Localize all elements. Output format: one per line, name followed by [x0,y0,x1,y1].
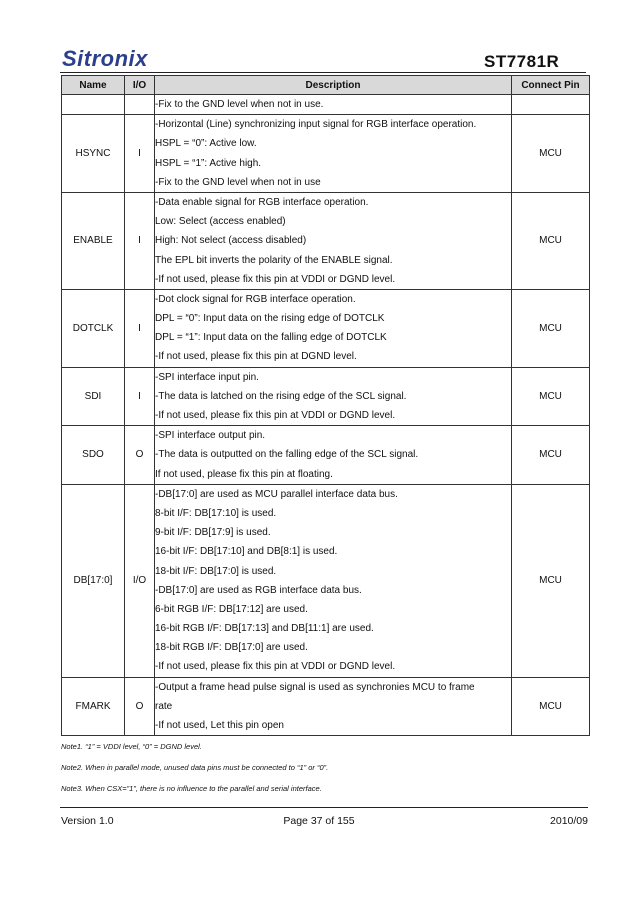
pin-description-cell [155,484,512,677]
note-3: Note3. When CSX=”1”, there is no influence to the parallel and serial interface. [61,784,322,793]
footer-date: 2010/09 [550,815,588,827]
connect-pin-cell: MCU [512,192,590,289]
description-line: -Output a frame head pulse signal is used as synchronies MCU to frame [155,681,475,693]
description-line: The EPL bit inverts the polarity of the ENABLE signal. [155,254,393,266]
description-line: High: Not select (access disabled) [155,235,307,247]
table-row [62,115,590,193]
connect-pin-cell: MCU [512,677,590,736]
table-row [62,484,590,677]
header-divider [60,72,586,73]
description-line: 18-bit RGB I/F: DB[17:0] are used. [155,642,308,654]
description-line: -DB[17:0] are used as MCU parallel interface data bus. [155,488,398,500]
description-line: -Dot clock signal for RGB interface operation. [155,293,356,305]
description-line: HSPL = “1”: Active high. [155,157,262,169]
connect-pin-cell: MCU [512,484,590,677]
pin-description-table [61,75,590,736]
description-line: -If not used, please fix this pin at VDDI or DGND level. [155,410,396,421]
pin-io-cell: I [125,115,155,193]
description-line: -DB[17:0] are used as RGB interface data bus. [155,584,362,596]
table-row [62,426,590,485]
table-row [62,95,590,115]
description-line: -The data is latched on the rising edge of the SCL signal. [155,390,407,402]
pin-name-cell: SDI [62,367,125,426]
table-row [62,289,590,367]
pin-description-cell [155,289,512,367]
table-row [62,367,590,426]
column-header-description: Description [155,76,512,95]
pin-description-cell [155,426,512,485]
description-line: -SPI interface input pin. [155,371,259,383]
column-header-name: Name [62,76,125,95]
note-1: Note1. “1” = VDDI level, “0” = DGND level. [61,742,202,751]
pin-name-cell: DB[17:0] [62,484,125,677]
column-header-io: I/O [125,76,155,95]
description-line: -Horizontal (Line) synchronizing input signal for RGB interface operation. [155,119,477,131]
description-line: DPL = “1”: Input data on the falling edge of DOTCLK [155,332,387,344]
description-line: HSPL = “0”: Active low. [155,138,257,150]
connect-pin-cell: MCU [512,115,590,193]
description-line: -SPI interface output pin. [155,430,266,442]
pin-description-cell [155,95,512,115]
pin-name-cell: HSYNC [62,115,125,193]
description-line: 8-bit I/F: DB[17:10] is used. [155,507,277,519]
description-line: Low: Select (access enabled) [155,216,286,228]
description-line: 6-bit RGB I/F: DB[17:12] are used. [155,603,308,615]
column-header-connect-pin: Connect Pin [512,76,590,95]
pin-io-cell [125,95,155,115]
model-number: ST7781R [484,52,560,71]
description-line: 16-bit I/F: DB[17:10] and DB[8:1] is used. [155,546,338,558]
note-2: Note2. When in parallel mode, unused data pins must be connected to “1” or “0”. [61,763,329,772]
pin-io-cell: O [125,677,155,736]
connect-pin-cell: MCU [512,289,590,367]
description-line: -If not used, please fix this pin at VDDI or DGND level. [155,661,396,673]
pin-name-cell [62,95,125,115]
pin-description-cell [155,115,512,193]
pin-description-cell [155,192,512,289]
description-line: -If not used, please fix this pin at DGND level. [155,351,357,363]
connect-pin-cell: MCU [512,367,590,426]
table-row [62,192,590,289]
table-body [62,95,590,736]
description-line: 9-bit I/F: DB[17:9] is used. [155,527,271,539]
pin-io-cell: I [125,289,155,367]
pin-io-cell: I [125,367,155,426]
pin-description-cell [155,367,512,426]
pin-name-cell: ENABLE [62,192,125,289]
footer-divider [60,807,588,808]
description-line: -The data is outputted on the falling edge of the SCL signal. [155,449,419,461]
description-line: 18-bit I/F: DB[17:0] is used. [155,565,277,577]
pin-io-cell: O [125,426,155,485]
pin-io-cell: I/O [125,484,155,677]
pin-name-cell: SDO [62,426,125,485]
pin-description-cell [155,677,512,736]
footer-version: Version 1.0 [61,815,114,827]
company-logo: Sitronix [62,46,148,71]
description-line: -If not used, please fix this pin at VDDI or DGND level. [155,273,396,285]
notes [61,739,328,802]
description-line: -Fix to the GND level when not in use. [155,99,324,110]
description-line: -If not used, Let this pin open [155,720,284,731]
description-line: If not used, please fix this pin at floating. [155,468,333,480]
description-line: -Fix to the GND level when not in use [155,176,321,188]
pin-name-cell: DOTCLK [62,289,125,367]
pin-io-cell: I [125,192,155,289]
table-header-row [62,76,590,95]
description-line: rate [155,700,173,712]
description-line: -Data enable signal for RGB interface operation. [155,196,369,208]
description-line: DPL = “0”: Input data on the rising edge of DOTCLK [155,313,385,325]
pin-name-cell: FMARK [62,677,125,736]
description-line: 16-bit RGB I/F: DB[17:13] and DB[11:1] are used. [155,623,374,635]
table-row [62,677,590,736]
connect-pin-cell: MCU [512,426,590,485]
footer-page-number: Page 37 of 155 [283,815,355,827]
connect-pin-cell [512,95,590,115]
